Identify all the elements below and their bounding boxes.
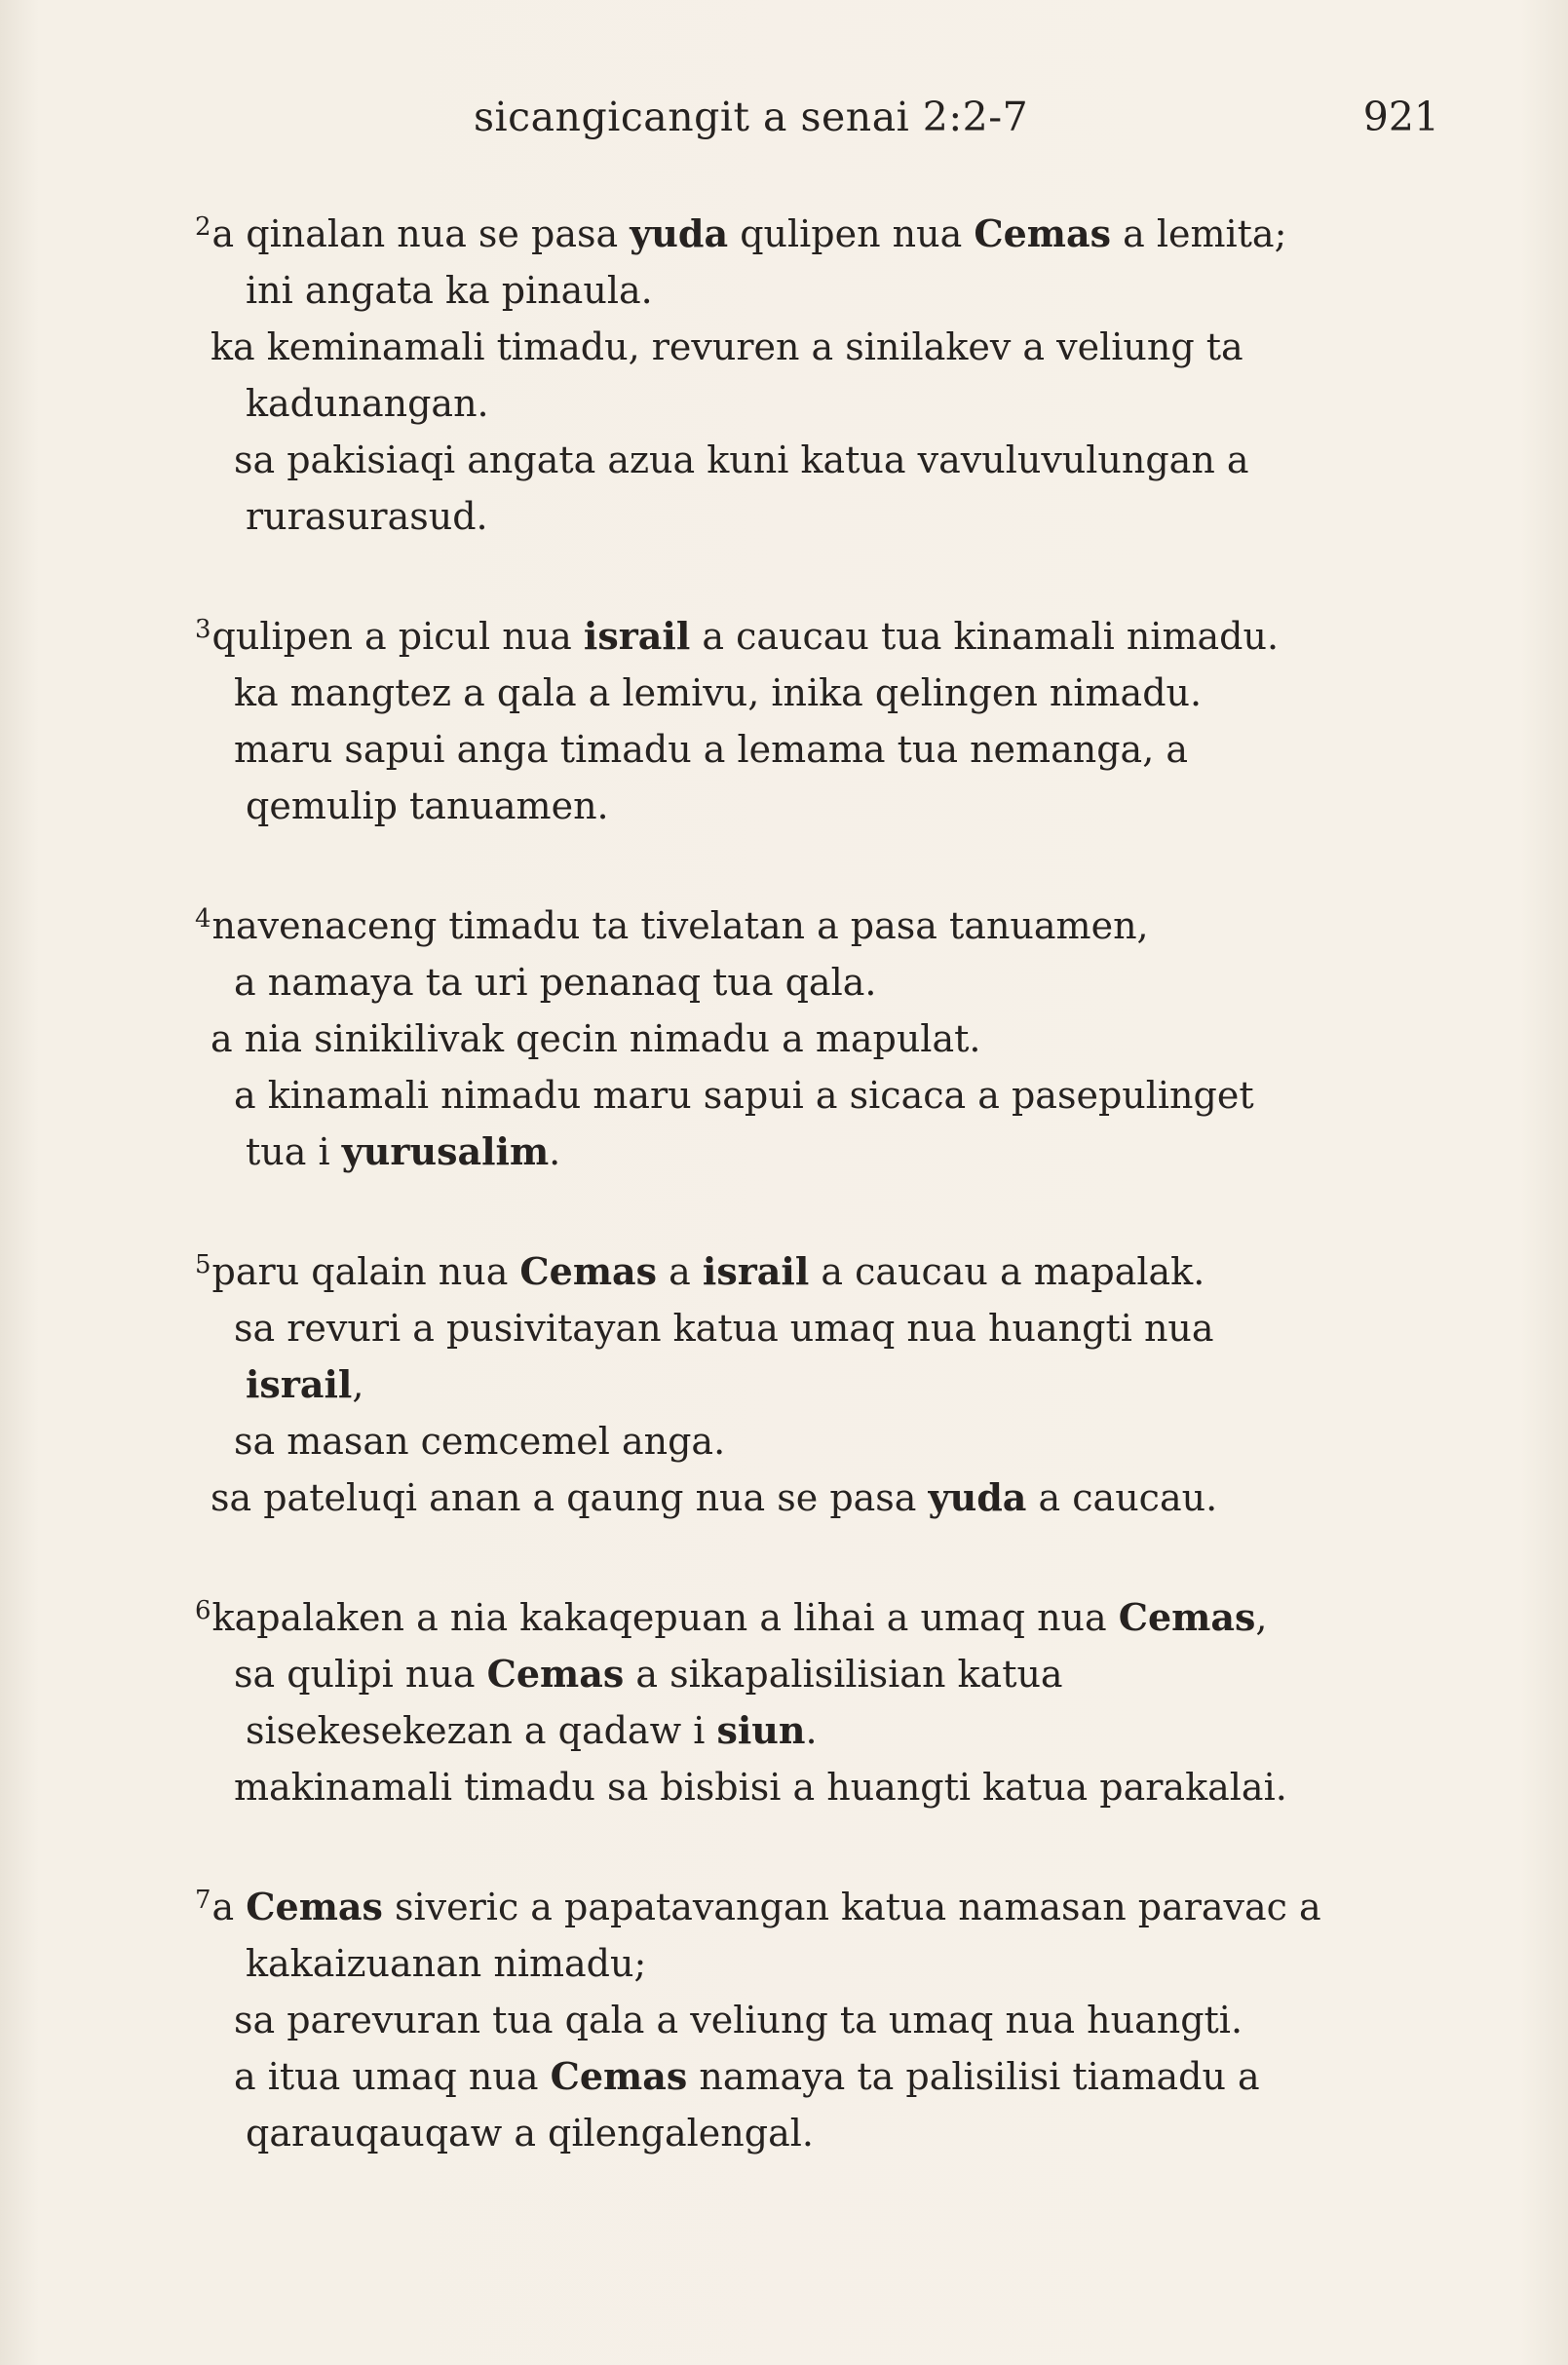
verse-text: a caucau a mapalak. <box>809 1250 1205 1293</box>
proper-noun: yuda <box>928 1475 1027 1519</box>
verse-text: rurasurasud. <box>246 495 488 538</box>
verse-text: qulipen nua <box>728 212 975 255</box>
proper-noun: Cemas <box>974 211 1112 255</box>
verse-text: . <box>549 1130 561 1173</box>
verse-text: a <box>657 1250 703 1293</box>
proper-noun: Cemas <box>519 1249 658 1293</box>
verse-text: sa revuri a pusivitayan katua umaq nua huangti nua <box>234 1307 1214 1350</box>
verse-line <box>195 1646 1462 1702</box>
proper-noun: Cemas <box>550 2054 688 2098</box>
verse-text: a itua umaq nua <box>234 2055 551 2098</box>
verse-2 <box>195 199 1462 545</box>
verse-text: sa masan cemcemel anga. <box>234 1420 726 1463</box>
verse-text: a namaya ta uri penanaq tua qala. <box>234 961 877 1004</box>
proper-noun: Cemas <box>246 1885 383 1928</box>
running-header <box>0 94 1568 152</box>
verse-text: sisekesekezan a qadaw i <box>246 1709 717 1752</box>
verse-line <box>195 1124 1462 1180</box>
verse-text: maru sapui anga timadu a lemama tua nemanga, a <box>234 728 1189 771</box>
verse-text: a qinalan nua se pasa <box>211 212 631 255</box>
verse-text: . <box>805 1709 818 1752</box>
verse-4 <box>195 891 1462 1180</box>
proper-noun: Cemas <box>1118 1595 1256 1639</box>
verse-number: 5 <box>195 1250 211 1279</box>
verse-text: a caucau. <box>1026 1476 1218 1519</box>
verse-line <box>195 1237 1462 1300</box>
verse-line <box>195 262 1462 319</box>
verse-text: , <box>1255 1596 1268 1639</box>
verse-line <box>195 1935 1462 1992</box>
proper-noun: yuda <box>630 211 729 255</box>
verse-line <box>195 954 1462 1011</box>
verse-text: ini angata ka pinaula. <box>246 269 653 312</box>
verse-line <box>195 1300 1462 1356</box>
verse-number: 3 <box>195 615 211 644</box>
verse-line <box>195 1067 1462 1124</box>
verse-text: paru qalain nua <box>211 1250 520 1293</box>
verse-line <box>195 1872 1462 1935</box>
proper-noun: Cemas <box>486 1652 625 1696</box>
verse-text: , <box>352 1363 364 1406</box>
verse-text: qulipen a picul nua <box>211 615 584 658</box>
proper-noun: israil <box>246 1362 353 1406</box>
verse-line <box>195 665 1462 721</box>
scripture-text <box>195 199 1462 2218</box>
verse-text: siveric a papatavangan katua namasan paravac a <box>382 1886 1321 1928</box>
verse-6 <box>195 1583 1462 1815</box>
page-number: 921 <box>1362 94 1439 140</box>
verse-line <box>195 2048 1462 2105</box>
verse-text: qemulip tanuamen. <box>246 784 609 827</box>
verse-text: kakaizuanan nimadu; <box>246 1942 647 1985</box>
verse-line <box>195 2105 1462 2161</box>
verse-number: 7 <box>195 1886 211 1915</box>
verse-text: kapalaken a nia kakaqepuan a lihai a umaq nua <box>211 1596 1119 1639</box>
verse-text: sa pateluqi anan a qaung nua se pasa <box>210 1476 929 1519</box>
verse-line <box>195 1356 1462 1413</box>
verse-text: makinamali timadu sa bisbisi a huangti katua parakalai. <box>234 1766 1287 1809</box>
verse-line <box>195 1469 1462 1526</box>
verse-line <box>195 488 1462 545</box>
verse-text: sa qulipi nua <box>234 1653 487 1696</box>
verse-text: qarauqauqaw a qilengalengal. <box>246 2112 814 2155</box>
verse-text: kadunangan. <box>246 382 489 425</box>
verse-line <box>195 375 1462 432</box>
verse-line <box>195 1583 1462 1646</box>
verse-line <box>195 1702 1462 1759</box>
proper-noun: siun <box>716 1708 806 1752</box>
verse-line <box>195 432 1462 488</box>
verse-7 <box>195 1872 1462 2161</box>
proper-noun: yurusalim <box>341 1129 550 1173</box>
verse-text: a caucau tua kinamali nimadu. <box>690 615 1280 658</box>
verse-text: sa parevuran tua qala a veliung ta umaq nua huangti. <box>234 1999 1243 2041</box>
verse-text: ka keminamali timadu, revuren a sinilakev a veliung ta <box>210 325 1243 368</box>
verse-number: 2 <box>195 212 211 242</box>
verse-line <box>195 319 1462 375</box>
verse-line <box>195 1413 1462 1469</box>
verse-line <box>195 891 1462 954</box>
verse-text: namaya ta palisilisi tiamadu a <box>687 2055 1260 2098</box>
running-title: sicangicangit a senai 2:2-7 <box>474 94 1029 140</box>
verse-text: a <box>211 1886 247 1928</box>
verse-text: tua i <box>246 1130 342 1173</box>
verse-line <box>195 601 1462 665</box>
verse-text: a kinamali nimadu maru sapui a sicaca a pasepulinget <box>234 1074 1254 1117</box>
verse-text: navenaceng timadu ta tivelatan a pasa tanuamen, <box>211 904 1149 947</box>
verse-5 <box>195 1237 1462 1526</box>
verse-text: a sikapalisilisian katua <box>624 1653 1063 1696</box>
verse-line <box>195 1992 1462 2048</box>
verse-3 <box>195 601 1462 834</box>
verse-number: 4 <box>195 904 211 934</box>
verse-line <box>195 721 1462 778</box>
proper-noun: israil <box>702 1249 810 1293</box>
verse-text: a lemita; <box>1111 212 1287 255</box>
verse-number: 6 <box>195 1596 211 1625</box>
verse-line <box>195 1011 1462 1067</box>
verse-text: sa pakisiaqi angata azua kuni katua vavuluvulungan a <box>234 439 1249 481</box>
verse-line <box>195 199 1462 262</box>
verse-line <box>195 778 1462 834</box>
proper-noun: israil <box>583 614 691 658</box>
verse-text: a nia sinikilivak qecin nimadu a mapulat. <box>210 1017 981 1060</box>
verse-text: ka mangtez a qala a lemivu, inika qelingen nimadu. <box>234 671 1203 714</box>
verse-line <box>195 1759 1462 1815</box>
